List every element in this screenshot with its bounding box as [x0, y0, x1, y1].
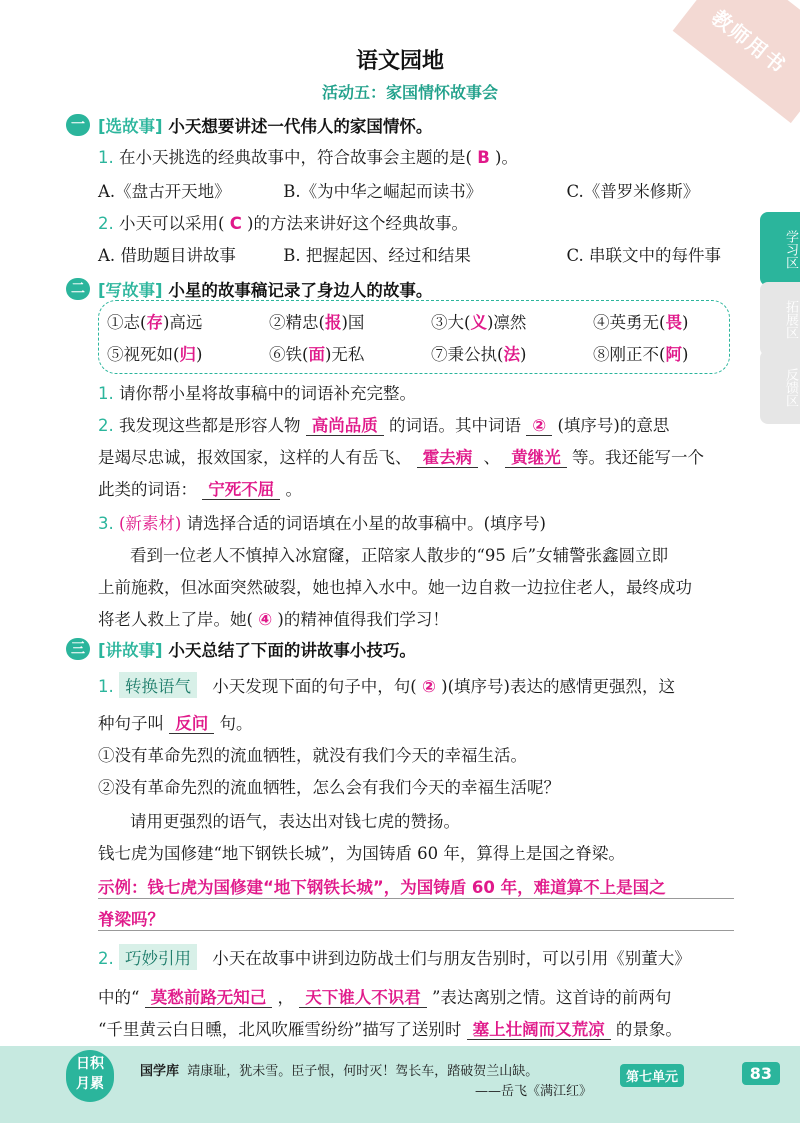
- option: A. 借助题目讲故事: [98, 246, 236, 265]
- example-answer: 示例：钱七虎为国修建“地下钢铁长城”，为国铸盾 60 年，难道算不上是国之: [98, 878, 666, 897]
- option: A.《盘古开天地》: [98, 182, 231, 201]
- word-item: ①志(存)高远: [107, 313, 203, 332]
- section-badge: 二: [66, 278, 90, 300]
- section-heading: [98, 277, 432, 301]
- question-number: 1.: [98, 384, 114, 403]
- question-line: 3. (新素材) 请选择合适的词语填在小星的故事稿中。(填序号): [98, 514, 546, 533]
- question-line: “千里黄云白日曛，北风吹雁雪纷纷”描写了送别时 塞上壮阔而又荒凉 的景象。: [98, 1020, 682, 1039]
- question-line: [98, 380, 416, 404]
- option-row: [98, 242, 721, 266]
- footer-label: 国学库: [140, 1064, 180, 1079]
- question-text: )的方法来讲好这个经典故事。: [247, 214, 468, 233]
- sentence: ②没有革命先烈的流血牺牲，怎么会有我们今天的幸福生活呢？: [98, 778, 560, 797]
- skill-tag: 巧妙引用: [119, 944, 197, 970]
- section-tag: [选故事]: [98, 117, 163, 136]
- section-title: 小天总结了下面的讲故事小技巧。: [168, 641, 416, 660]
- question-number: 1.: [98, 148, 114, 167]
- word-item: ⑧刚正不(阿): [593, 345, 689, 364]
- answer: B: [477, 148, 490, 167]
- question-number: 3.: [98, 514, 114, 533]
- side-tab-extend[interactable]: 拓展区: [760, 282, 800, 356]
- skill-tag: 转换语气: [119, 672, 197, 698]
- option: C.《普罗米修斯》: [566, 182, 700, 201]
- answer: 塞上壮阔而又荒凉: [467, 1020, 611, 1040]
- question-line: 1. 转换语气 小天发现下面的句子中，句( ② )(填序号)表达的感情更强烈，这: [98, 672, 675, 698]
- page-number: 83: [742, 1062, 780, 1085]
- side-tab-feedback[interactable]: 反馈区: [760, 350, 800, 424]
- question-line: [98, 144, 518, 168]
- sentence: ①没有革命先烈的流血牺牲，就没有我们今天的幸福生活。: [98, 746, 527, 765]
- teacher-edition-label: 教师用书: [707, 5, 792, 79]
- question-line: 种句子叫 反问 句。: [98, 714, 253, 733]
- section-title: 小天想要讲述一代伟人的家国情怀。: [168, 117, 433, 136]
- question-number: 2.: [98, 416, 114, 435]
- answer: ②: [421, 677, 436, 696]
- daily-accumulation-badge: 日积 月累: [66, 1050, 114, 1102]
- question-line: 是竭尽忠诚，报效国家，这样的人有岳飞、 霍去病 、 黄继光 等。我还能写一个: [98, 448, 704, 467]
- page-title: 语文园地: [355, 49, 444, 74]
- example-line: [98, 906, 734, 931]
- example-line: [98, 874, 734, 899]
- page-subtitle: 活动五：家国情怀故事会: [321, 83, 498, 102]
- new-material-tag: (新素材): [119, 514, 182, 533]
- question-text: )。: [495, 148, 518, 167]
- word-item: ⑦秉公执(法): [431, 345, 527, 364]
- answer: 宁死不屈: [202, 480, 280, 500]
- answer: C: [229, 214, 242, 233]
- question-line: 2. 巧妙引用 小天在故事中讲到边防战士们与朋友告别时，可以引用《别董大》: [98, 944, 691, 970]
- prompt: 请用更强烈的语气，表达出对钱七虎的赞扬。: [130, 812, 460, 831]
- answer: 高尚品质: [306, 416, 384, 436]
- section-badge: 一: [66, 114, 90, 136]
- example-answer: 脊梁吗？: [98, 910, 164, 929]
- question-number: 1.: [98, 677, 114, 696]
- given-sentence: 钱七虎为国修建“地下钢铁长城”，为国铸盾 60 年，算得上是国之脊梁。: [98, 844, 625, 863]
- question-text: 在小天挑选的经典故事中，符合故事会主题的是(: [119, 148, 472, 167]
- answer: 莫愁前路无知己: [145, 988, 273, 1008]
- answer: 天下谁人不识君: [299, 988, 427, 1008]
- word-item: ③大(义)凛然: [431, 313, 527, 332]
- word-item: ②精忠(报)国: [269, 313, 365, 332]
- word-item: ⑥铁(面)无私: [269, 345, 365, 364]
- footer-poem: 国学库 靖康耻，犹未雪。臣子恨，何时灭！驾长车，踏破贺兰山缺。: [140, 1064, 539, 1079]
- footer-source: ——岳飞《满江红》: [475, 1084, 593, 1099]
- section-tag: [讲故事]: [98, 641, 163, 660]
- question-text: 小天可以采用(: [119, 214, 225, 233]
- question-line: 2. 我发现这些都是形容人物 高尚品质 的词语。其中词语 ② (填序号)的意思: [98, 416, 670, 435]
- question-line: 此类的词语： 宁死不屈 。: [98, 480, 302, 499]
- section-heading: [98, 637, 416, 661]
- story-line: 上前施救，但冰面突然破裂，她也掉入水中。她一边自救一边拉住老人，最终成功: [98, 578, 692, 597]
- story-line: 将老人救上了岸。她( ④ )的精神值得我们学习！: [98, 610, 449, 629]
- question-number: 2.: [98, 214, 114, 233]
- side-tab-study[interactable]: 学习区: [760, 212, 800, 286]
- section-title: 小星的故事稿记录了身边人的故事。: [168, 281, 433, 300]
- option: C. 串联文中的每件事: [566, 246, 722, 265]
- option: B. 把握起因、经过和结果: [283, 246, 471, 265]
- answer: 霍去病: [417, 448, 479, 468]
- words-row: [107, 309, 755, 333]
- answer: ④: [258, 610, 273, 629]
- word-item: ⑤视死如(归): [107, 345, 203, 364]
- question-line: 中的“ 莫愁前路无知己 ， 天下谁人不识君 ”表达离别之情。这首诗的前两句: [98, 988, 672, 1007]
- section-tag: [写故事]: [98, 281, 163, 300]
- answer: ②: [526, 416, 552, 436]
- option-row: [98, 178, 699, 202]
- answer: 黄继光: [505, 448, 567, 468]
- question-number: 2.: [98, 949, 114, 968]
- words-box: [98, 300, 730, 374]
- word-item: ④英勇无(畏): [593, 313, 689, 332]
- answer: 反问: [169, 714, 214, 734]
- question-text: 请你帮小星将故事稿中的词语补充完整。: [119, 384, 416, 403]
- section-heading: [98, 113, 432, 137]
- unit-label: 第七单元: [620, 1064, 684, 1087]
- section-badge: 三: [66, 638, 90, 660]
- story-line: 看到一位老人不慎掉入冰窟窿，正陪家人散步的“95 后”女辅警张鑫圆立即: [130, 546, 669, 565]
- words-row: [107, 341, 755, 365]
- question-line: [98, 210, 468, 234]
- option: B.《为中华之崛起而读书》: [283, 182, 483, 201]
